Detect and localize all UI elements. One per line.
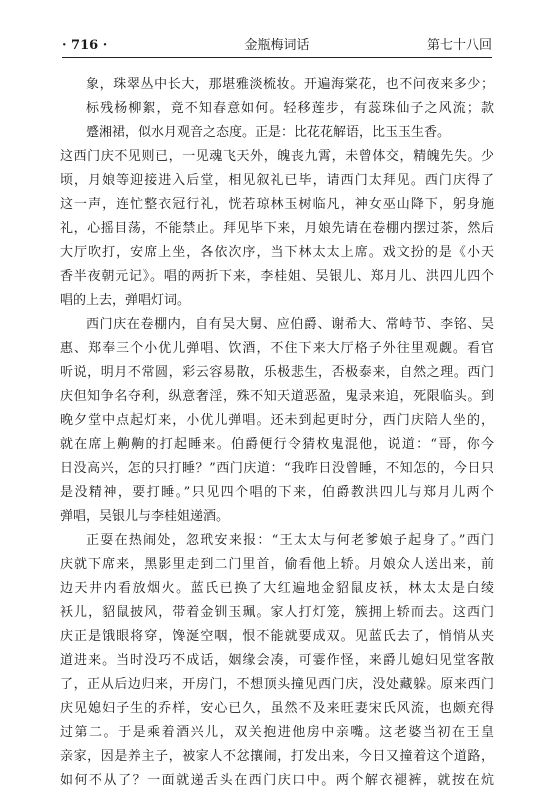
text-line: 唱的上去，弹唱灯词。 (60, 293, 191, 308)
text-line: 大厅吹打，安席上坐，各依次序，当下林太太上席。戏文扮的是《小天 (60, 245, 494, 260)
text-line: 这一声，连忙整衣冠行礼，恍若琼林玉树临凡，神女巫山降下，躬身施 (60, 197, 494, 212)
text-line: 庆正是饿眼将穿，馋涎空咽，恨不能就要成双。见蓝氏去了，悄悄从夹 (60, 629, 494, 644)
text-line: 了，正从后边归来，开房门，不想顶头撞见西门庆，没处藏躲。原来西门 (60, 677, 494, 692)
text-line: 礼，心摇目荡，不能禁止。拜见毕下来，月娘先请在卷棚内摆过茶，然后 (60, 221, 494, 236)
text-line: 如何不从了？一面就递舌头在西门庆口中。两个解衣褪裤，就按在炕 (60, 773, 494, 788)
text-line: 西门庆在卷棚内，自有吴大舅、应伯爵、谢希大、常峙节、李铭、吴 (86, 317, 494, 332)
text-line: 正耍在热闹处，忽玳安来报：“王太太与何老爹娘子起身了。”西门 (86, 533, 494, 548)
header-rule (62, 57, 492, 58)
page-header (62, 36, 492, 56)
text-line: 香半夜朝元记》。唱的两折下来，李桂姐、吴银儿、郑月儿、洪四儿四个 (60, 269, 494, 284)
poem-line: 象，珠翠丛中长大，那堪雅淡梳妆。开遍海棠花，也不问夜来多少； (86, 77, 494, 92)
text-line: 边天井内看放烟火。蓝氏已换了大红遍地金貂鼠皮袄，林太太是白绫 (60, 581, 494, 596)
page-number: · 716 · (62, 38, 108, 53)
text-line: 袄儿，貂鼠披风，带着金钏玉珮。家人打灯笼，簇拥上轿而去。这西门 (60, 605, 494, 620)
text-line: 亲家，因是养主子，被家人不忿攘闹，打发出来，今日又撞着这个道路， (60, 749, 494, 764)
text-line: 庆但知争名夺利，纵意奢淫，殊不知天道恶盈，鬼录来追，死限临头。到 (60, 389, 494, 404)
text-line: 就在席上齁齁的打起睡来。伯爵便行令猜枚鬼混他，说道：“哥，你今 (60, 437, 494, 452)
book-title: 金瓶梅词话 (244, 38, 310, 53)
text-line: 日没高兴，怎的只打睡？”西门庆道：“我昨日没曾睡，不知怎的，今日只 (60, 461, 494, 476)
text-line: 弹唱，吴银儿与李桂姐递酒。 (60, 509, 230, 524)
text-line: 庆就下席来，黑影里走到二门里首，偷看他上轿。月娘众人送出来，前 (60, 557, 494, 572)
text-line: 顷，月娘等迎接进入后堂，相见叙礼已毕，请西门太拜见。西门庆得了 (60, 173, 494, 188)
text-line: 听说，明月不常圆，彩云容易散，乐极悲生，否极泰来，自然之理。西门 (60, 365, 494, 380)
body-text (60, 73, 494, 793)
text-line: 过第二。于是乘着酒兴儿，双关抱进他房中亲嘴。这老婆当初在王皇 (60, 725, 494, 740)
poem-line: 蹙湘裙，似水月观音之态度。正是：比花花解语，比玉玉生香。 (86, 125, 451, 140)
text-line: 这西门庆不见则已，一见魂飞天外，魄丧九霄，未曾体交，精魄先失。少 (60, 149, 494, 164)
text-line: 庆见媳妇子生的乔样，安心已久，虽然不及来旺妻宋氏风流，也颇充得 (60, 701, 494, 716)
chapter-title: 第七十八回 (426, 38, 492, 53)
text-line: 惠、郑奉三个小优儿弹唱、饮酒，不住下来大厅格子外往里观觑。看官 (60, 341, 494, 356)
text-line: 晚夕堂中点起灯来，小优儿弹唱。还未到起更时分，西门庆陪人坐的， (60, 413, 494, 428)
text-line: 道进来。当时没巧不成话，姻缘会凑，可霎作怪，来爵儿媳妇见堂客散 (60, 653, 494, 668)
poem-line: 标残杨柳絮，竟不知春意如何。轻移莲步，有蕊珠仙子之风流；款 (86, 101, 494, 116)
text-line: 是没精神，要打睡。”只见四个唱的下来，伯爵教洪四儿与郑月儿两个 (60, 485, 494, 500)
